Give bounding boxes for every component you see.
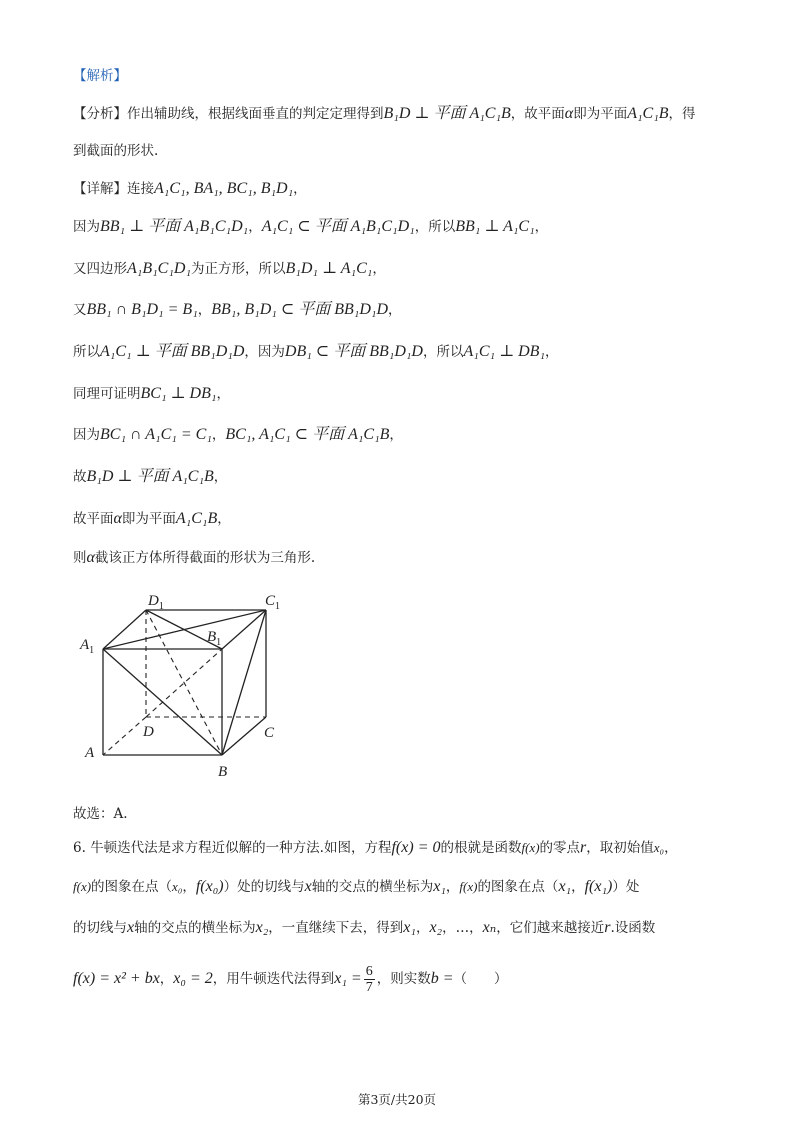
question-text: ， — [571, 879, 585, 895]
question-text: ， — [182, 879, 196, 895]
label-D1: $D_1$ — [148, 593, 164, 612]
question-text: .设函数 — [610, 920, 656, 936]
edge-BC — [222, 717, 266, 755]
fraction — [364, 964, 375, 995]
fraction-denominator: 7 — [365, 980, 373, 995]
math-expression: A₁C₁ ⊥ 平面 BB₁D₁D — [100, 343, 245, 360]
math-expression: x₀ — [172, 879, 183, 894]
step-text: 即为平面 — [121, 511, 176, 527]
analysis-text: ，得 — [668, 106, 696, 122]
step-text: 同理可证明 — [73, 386, 141, 402]
proof-step — [73, 217, 548, 237]
fraction-numerator: 6 — [365, 964, 373, 979]
question-text: ，取初始值 — [586, 840, 654, 856]
analysis-text: ，故平面 — [510, 106, 565, 122]
question-text: 轴的交点的横坐标为 — [311, 879, 434, 895]
label-C: C — [264, 725, 275, 741]
step-text: ， — [197, 302, 212, 318]
proof-step — [73, 300, 402, 320]
step-text: 因为 — [73, 427, 100, 443]
math-variable: r — [580, 839, 587, 856]
proof-step — [73, 509, 231, 529]
math-variable: x — [304, 878, 312, 895]
proof-step — [73, 467, 227, 487]
step-text: ， — [213, 469, 228, 485]
question-text: ，一直继续下去，得到 — [268, 920, 404, 936]
math-expression: A₁C₁ ⊂ 平面 A₁B₁C₁D₁ — [261, 218, 415, 235]
math-expression: f(x₀) — [195, 878, 224, 895]
question-6-line2 — [73, 877, 639, 897]
math-expression: f(x) — [459, 879, 478, 894]
detail-intro — [73, 179, 307, 199]
question-text: ）处 — [612, 879, 640, 895]
step-text: 因为 — [73, 219, 100, 235]
math-expression: x₂ — [429, 919, 443, 936]
step-text: ， — [211, 427, 226, 443]
math-expression: BC₁ ∩ A₁C₁ = C₁ — [100, 426, 212, 443]
math-expression: A₁B₁C₁D₁ — [127, 260, 192, 277]
analysis-paragraph-line2: 到截面的形状. — [73, 143, 159, 159]
math-variable: r — [604, 919, 611, 936]
proof-step — [73, 384, 230, 404]
question-text: ，则实数 — [376, 971, 431, 987]
question-text: ， — [445, 879, 460, 895]
detail-label: 【详解】 — [73, 181, 127, 197]
math-expression: f(x) = 0 — [391, 839, 441, 856]
math-expression: xₙ — [482, 919, 497, 936]
detail-text: 连接 — [127, 181, 154, 197]
detail-text: ， — [293, 181, 307, 197]
question-text: ）处的切线与 — [223, 879, 305, 895]
math-expression: A₁C₁, BA₁, BC₁, B₁D₁ — [154, 180, 294, 197]
question-text: ， — [415, 920, 430, 936]
math-expression: BC₁, A₁C₁ ⊂ 平面 A₁C₁B — [225, 426, 390, 443]
step-text: 又 — [73, 302, 87, 318]
diagonal-BC1 — [222, 610, 266, 755]
math-expression: B₁D ⊥ 平面 A₁C₁B — [383, 105, 511, 122]
question-text: 轴的交点的横坐标为 — [134, 920, 256, 936]
step-text: ，所以 — [423, 344, 464, 360]
question-text: ， — [664, 840, 678, 856]
hidden-edge-DA — [103, 717, 146, 755]
math-expression: x₁ — [403, 919, 416, 936]
answer-line: 故选：A. — [73, 806, 128, 822]
math-expression: f(x) = x² + bx — [73, 970, 160, 987]
proof-step — [73, 425, 403, 445]
math-expression: b = — [430, 970, 454, 987]
math-expression: A₁C₁ ⊥ DB₁ — [463, 343, 546, 360]
question-text: ， — [159, 971, 174, 987]
step-text: ， — [217, 511, 231, 527]
math-expression: DB₁ ⊂ 平面 BB₁D₁D — [284, 343, 423, 360]
step-text: ， — [545, 344, 559, 360]
step-text: 又四边形 — [73, 261, 127, 277]
step-text: 所以 — [73, 344, 100, 360]
question-text: 的切线与 — [73, 920, 127, 936]
label-A: A — [85, 745, 95, 761]
analysis-text: 即为平面 — [573, 106, 628, 122]
question-text: ，用牛顿迭代法得到 — [212, 971, 335, 987]
label-D: D — [143, 724, 154, 740]
question-text: 的图象在点（ — [91, 879, 173, 895]
question-number: 6. — [73, 840, 86, 856]
question-text: 的根就是函数 — [440, 840, 522, 856]
proof-step — [73, 342, 559, 362]
math-expression: x₀ = 2 — [173, 970, 213, 987]
math-expression: α — [113, 510, 122, 527]
label-A1: $A_1$ — [80, 637, 95, 656]
label-B: B — [218, 764, 228, 780]
question-text: 的零点 — [539, 840, 581, 856]
math-expression: BC₁ ⊥ DB₁ — [140, 385, 217, 402]
math-expression: f(x) — [73, 879, 92, 894]
step-text: ， — [534, 219, 549, 235]
step-text: 则 — [73, 550, 87, 566]
question-6-line3 — [73, 918, 655, 938]
step-text: ，因为 — [244, 344, 285, 360]
page-footer: 第3页/共20页 — [357, 1092, 437, 1107]
analysis-paragraph-line1 — [73, 104, 696, 124]
math-expression: f(x) — [521, 840, 540, 855]
math-expression: x₁ = — [334, 970, 362, 987]
step-text: ， — [372, 261, 386, 277]
step-text: ， — [216, 386, 230, 402]
question-text: 牛顿迭代法是求方程近似解的一种方法.如图，方程 — [90, 840, 392, 856]
label-B1: $B_1$ — [207, 629, 222, 648]
question-text: ，它们越来越接近 — [496, 920, 605, 936]
math-expression: f(x₁) — [584, 878, 613, 895]
question-text: 的图象在点（ — [477, 879, 559, 895]
analysis-text: 作出辅助线，根据线面垂直的判定定理得到 — [127, 106, 384, 122]
cube-figure — [75, 585, 295, 785]
question-6-line1 — [73, 838, 678, 858]
step-text: ， — [389, 427, 403, 443]
analysis-header: 【解析】 — [73, 68, 127, 84]
answer-blank: （ ） — [453, 971, 508, 987]
edge-D1A1 — [103, 610, 146, 649]
step-text: ，所以 — [414, 219, 456, 235]
proof-step — [73, 548, 315, 568]
step-text: 为正方形，所以 — [191, 261, 286, 277]
math-expression: A₁C₁B — [175, 510, 218, 527]
step-text: 截该正方体所得截面的形状为三角形. — [94, 550, 316, 566]
label-C1: $C_1$ — [265, 593, 281, 612]
step-text: ， — [248, 219, 262, 235]
math-expression: B₁D₁ ⊥ A₁C₁ — [285, 260, 373, 277]
question-text: ，…， — [442, 920, 483, 936]
math-expression: x₀ — [653, 840, 665, 855]
math-alpha: α — [564, 105, 574, 122]
math-variable: x — [127, 919, 135, 936]
step-text: 故 — [73, 469, 87, 485]
math-expression: BB₁ ∩ B₁D₁ = B₁ — [86, 301, 198, 318]
math-expression: BB₁ ⊥ 平面 A₁B₁C₁D₁ — [100, 218, 249, 235]
math-expression: x₁ — [433, 878, 446, 895]
math-expression: x₂ — [255, 919, 269, 936]
math-expression: A₁C₁B — [627, 105, 669, 122]
math-expression: BB₁ ⊥ A₁C₁ — [455, 218, 535, 235]
step-text: ， — [388, 302, 402, 318]
math-expression: B₁D ⊥ 平面 A₁C₁B — [86, 468, 214, 485]
proof-step — [73, 259, 386, 279]
question-6-line4 — [73, 962, 508, 996]
math-expression: x₁ — [558, 878, 572, 895]
math-expression: BB₁, B₁D₁ ⊂ 平面 BB₁D₁D — [211, 301, 389, 318]
math-expression: α — [86, 549, 95, 566]
step-text: 故平面 — [73, 511, 114, 527]
analysis-label: 【分析】 — [73, 106, 127, 122]
